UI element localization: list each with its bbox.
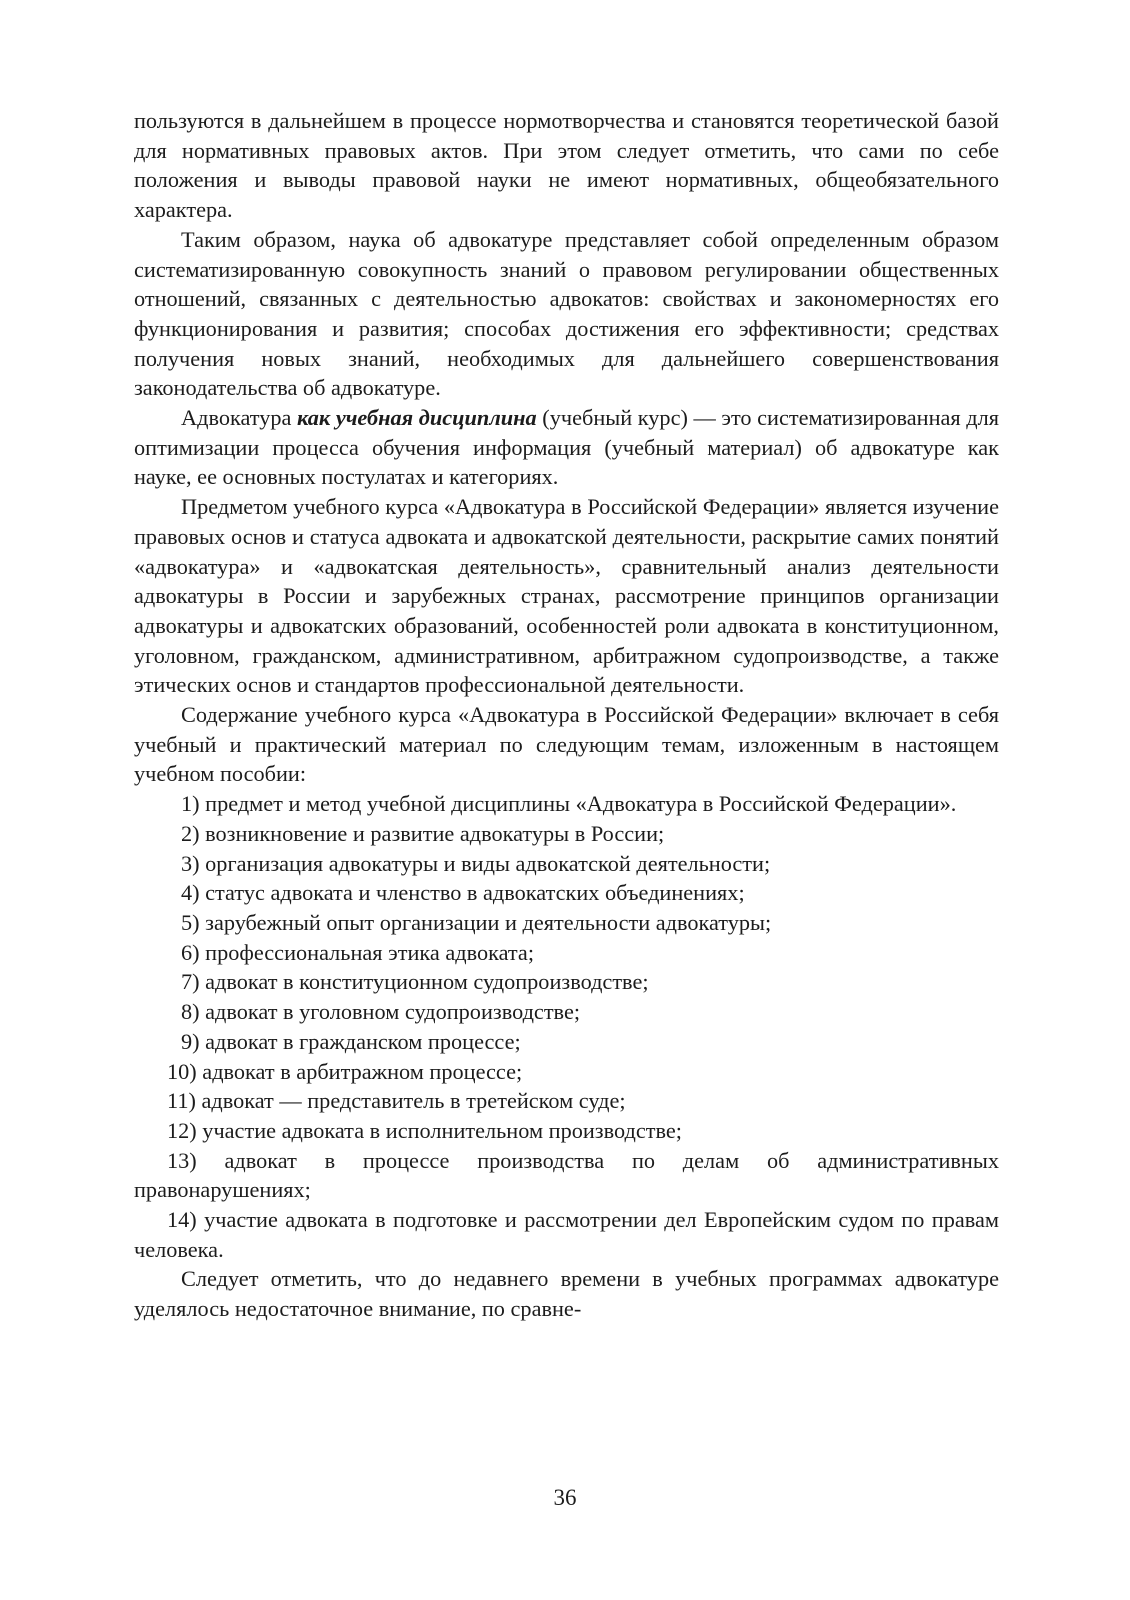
topic-item: 14) участие адвоката в подготовке и рассмотрении дел Европейским судом по правам человека. <box>134 1207 999 1262</box>
discipline-text-after: (учебный курс) — это систематизированная для оптимизации процесса обучения информация (учебный материал) об адвокатуре как науке, ее основных постулатах и категориях. <box>134 405 999 490</box>
topic-item: 2) возникновение и развитие адвокатуры в России; <box>181 820 665 846</box>
topic-item: 13) адвокат в процессе производства по делам об административных правонарушениях; <box>134 1147 999 1203</box>
paragraph-course-content: Содержание учебного курса «Адвокатура в Российской Федерации» включает в себя учебный и практический материал по следующим темам, изложенным в настоящем учебном пособии: <box>134 702 999 787</box>
topic-item: 8) адвокат в уголовном судопроизводстве; <box>181 999 581 1025</box>
page-number: 36 <box>553 1485 577 1510</box>
discipline-emphasis: как учебная дисциплина <box>297 405 537 431</box>
paragraph-science-definition: Таким образом, наука об адвокатуре представляет собой определенным образом систематизированную совокупность знаний о правовом регулировании общественных отношений, связанных с деятельностью адвокатов: свойствах и закономерностях его функционирования и развития; способах достижения его эффективности; средствах получения новых знаний, необходимых для дальнейшего совершенствования законодательства об адвокатуре. <box>134 226 999 401</box>
paragraph-discipline-definition <box>134 403 999 492</box>
body-text <box>134 106 999 1324</box>
topic-item: 6) профессиональная этика адвоката; <box>181 939 535 965</box>
topic-item: 3) организация адвокатуры и виды адвокатской деятельности; <box>181 850 771 876</box>
paragraph-norm-making: пользуются в дальнейшем в процессе нормотворчества и становятся теоретической базой для нормативных правовых актов. При этом следует отметить, что сами по себе положения и выводы правовой науки не имеют нормативных, общеобязательного характера. <box>134 108 999 223</box>
topic-item: 12) участие адвоката в исполнительном производстве; <box>167 1117 682 1143</box>
paragraph-course-subject: Предметом учебного курса «Адвокатура в Российской Федерации» является изучение правовых основ и статуса адвоката и адвокатской деятельности, раскрытие самих понятий «адвокатура» и «адвокатская деятельность», сравнительный анализ деятельности адвокатуры в России и зарубежных странах, рассмотрение принципов организации адвокатуры и адвокатских образований, особенностей роли адвоката в конституционном, уголовном, гражданском, административном, арбитражном судопроизводстве, а также этических основ и стандартов профессиональной деятельности. <box>134 494 999 698</box>
discipline-text-before: Адвокатура <box>181 405 298 431</box>
topic-item: 9) адвокат в гражданском процессе; <box>181 1028 521 1054</box>
topic-item: 4) статус адвоката и членство в адвокатских объединениях; <box>181 880 745 906</box>
topic-item: 11) адвокат — представитель в третейском суде; <box>167 1088 626 1114</box>
topic-item: 7) адвокат в конституционном судопроизводстве; <box>181 969 649 995</box>
paragraph-closing: Следует отметить, что до недавнего времени в учебных программах адвокатуре уделялось недостаточное внимание, по сравне- <box>134 1266 999 1322</box>
topic-item: 10) адвокат в арбитражном процессе; <box>167 1058 523 1084</box>
topic-item: 1) предмет и метод учебной дисциплины «Адвокатура в Российской Федерации». <box>181 791 957 817</box>
topic-item: 5) зарубежный опыт организации и деятельности адвокатуры; <box>181 909 772 935</box>
